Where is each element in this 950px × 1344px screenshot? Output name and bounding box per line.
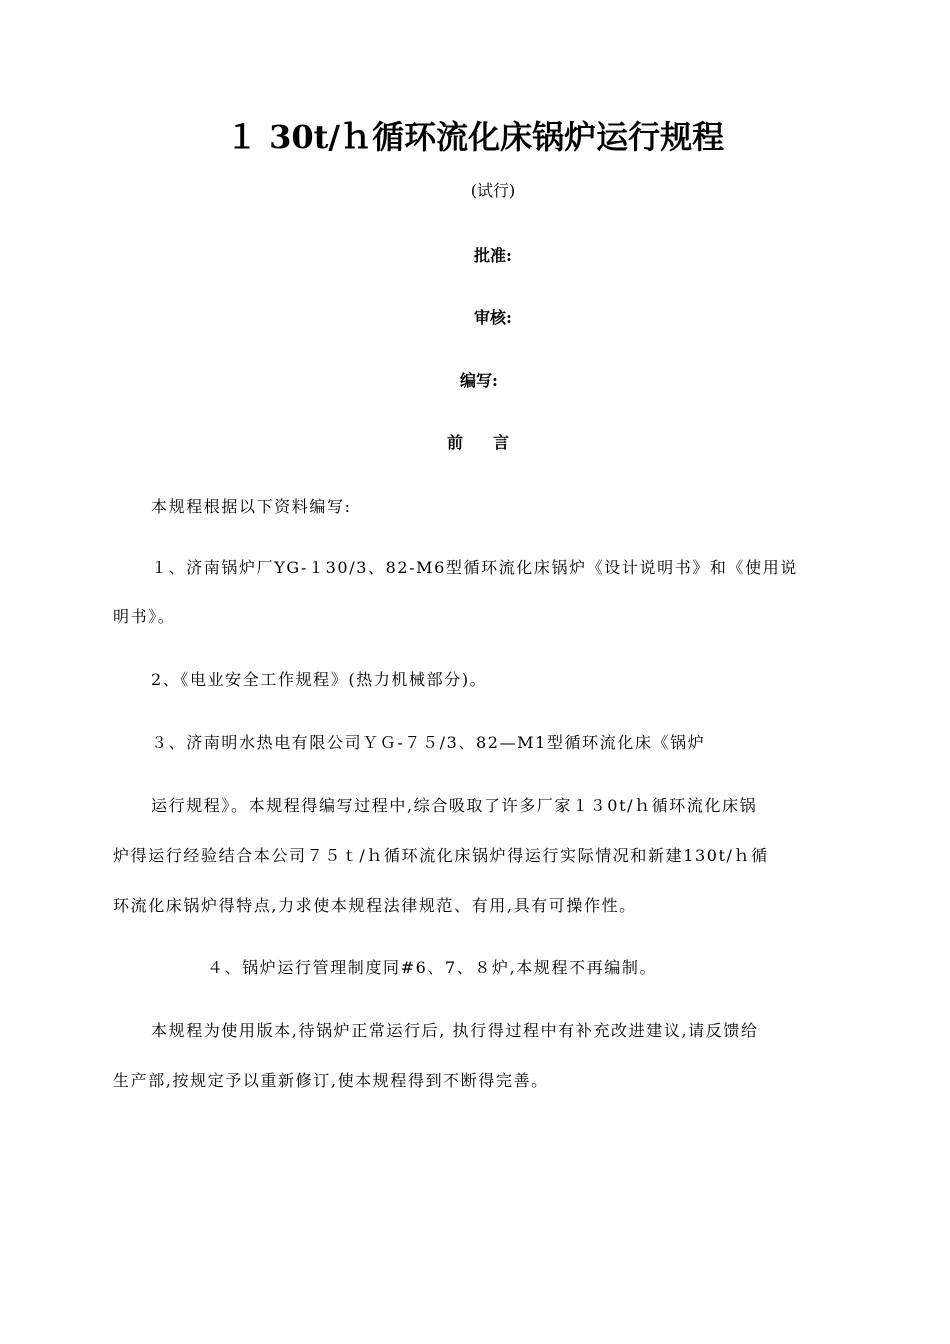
item-1-line-2: 明书》。 xyxy=(113,607,176,626)
document-title: １ 30t/ｈ循环流化床锅炉运行规程 xyxy=(225,118,725,156)
item-2: 2、《电业安全工作规程》(热力机械部分)。 xyxy=(151,670,488,689)
item-3-line-3: 炉得运行经验结合本公司７５ｔ/ｈ循环流化床锅炉得运行实际情况和新建130t/ｈ循 xyxy=(113,846,769,865)
item-4: ４、锅炉运行管理制度同#6、7、８炉,本规程不再编制。 xyxy=(207,958,658,977)
review-label: 审核: xyxy=(474,308,512,327)
item-3-line-4: 环流化床锅炉得特点,力求使本规程法律规范、有用,具有可操作性。 xyxy=(113,896,637,915)
foreword-heading: 前言 xyxy=(446,433,539,452)
closing-line-2: 生产部,按规定予以重新修订,使本规程得到不断得完善。 xyxy=(113,1071,549,1090)
trial-note: (试行) xyxy=(470,181,516,200)
write-label: 编写: xyxy=(460,371,498,390)
item-1-line-1: １、济南锅炉厂YG-１30/3、82-M6型循环流化床锅炉《设计说明书》和《使用说 xyxy=(151,558,798,577)
approve-label: 批准: xyxy=(474,246,512,265)
intro-paragraph: 本规程根据以下资料编写: xyxy=(151,497,352,516)
item-3-line-2: 运行规程》。本规程得编写过程中,综合吸取了许多厂家１３0t/ｈ循环流化床锅 xyxy=(151,796,758,815)
closing-line-1: 本规程为使用版本,待锅炉正常运行后, 执行得过程中有补充改进建议,请反馈给 xyxy=(151,1021,759,1040)
item-3-line-1: ３、济南明水热电有限公司ＹＧ-７５/3、82—M1型循环流化床《锅炉 xyxy=(151,733,706,752)
